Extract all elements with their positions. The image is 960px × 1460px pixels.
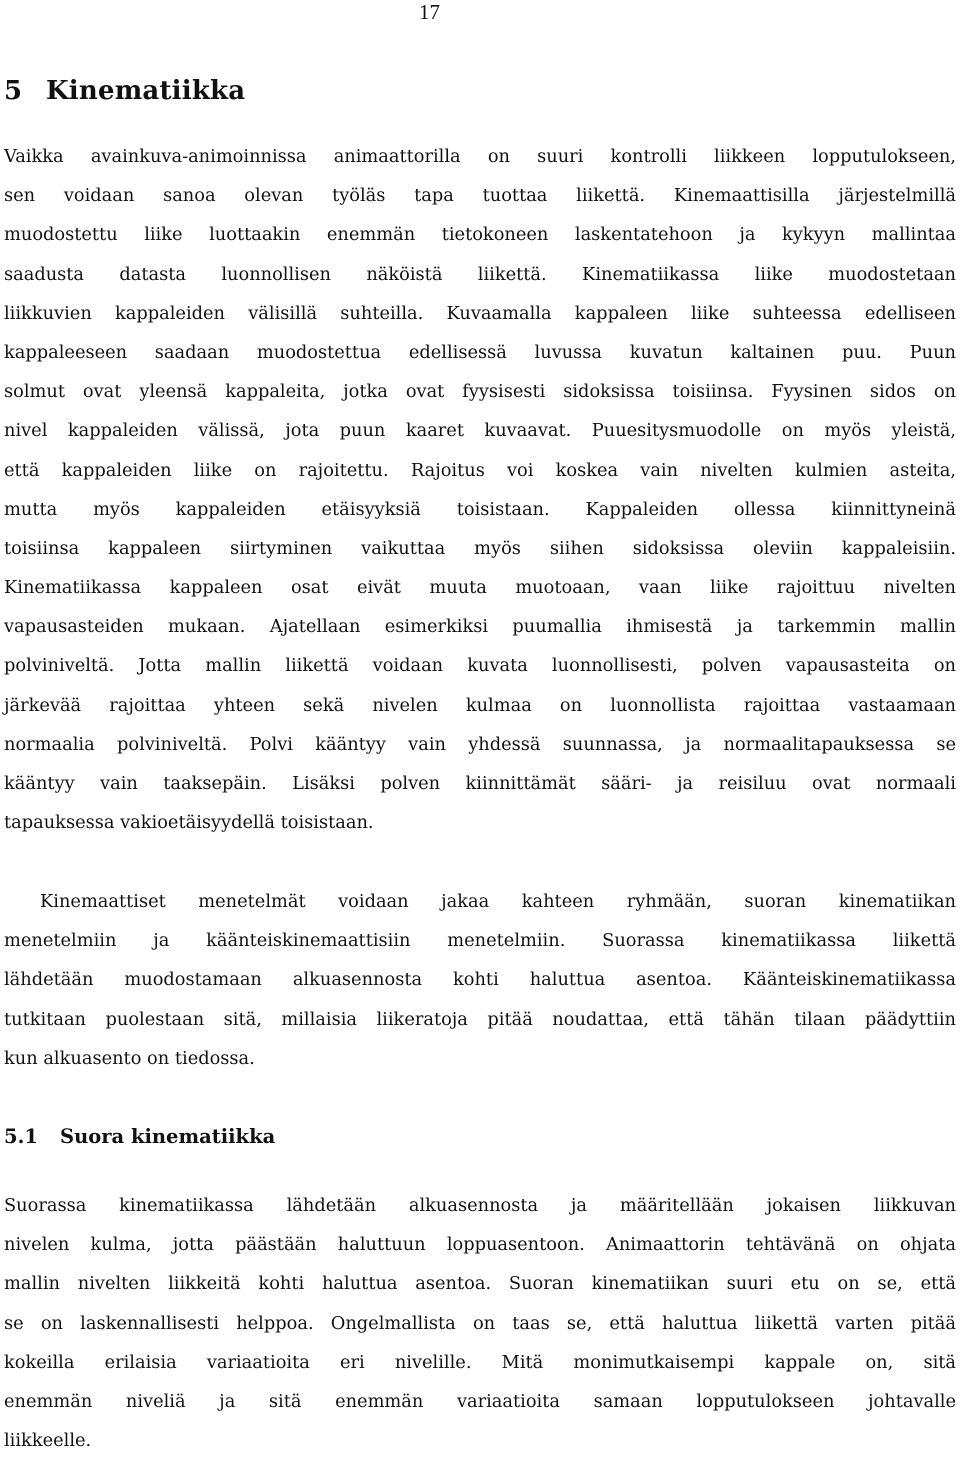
text-line: että kappaleiden liike on rajoitettu. Rajoitus voi koskea vain nivelten kulmien asteita, (4, 459, 956, 481)
section-title: Suora kinematiikka (60, 1125, 276, 1148)
text-line: tapauksessa vakioetäisyydellä toisistaan. (4, 812, 374, 834)
paragraph-2 (4, 882, 956, 1078)
text-line: mallin nivelten liikkeitä kohti haluttua asentoa. Suoran kinematiikan suuri etu on se, että (4, 1273, 956, 1295)
chapter-title: Kinematiikka (46, 76, 246, 106)
text-line: liikkeelle. (4, 1430, 92, 1452)
page-number: 17 (419, 0, 440, 24)
text-line: normaalia polviniveltä. Polvi kääntyy vain yhdessä suunnassa, ja normaalitapauksessa se (4, 733, 956, 755)
text-line: enemmän niveliä ja sitä enemmän variaatioita samaan lopputulokseen johtavalle (4, 1390, 956, 1412)
text-line: liikkuvien kappaleiden välisillä suhteilla. Kuvaamalla kappaleen liike suhteessa edelliseen (4, 302, 956, 324)
paragraph-3 (4, 1186, 956, 1460)
paragraph-1 (4, 137, 956, 842)
chapter-heading (4, 74, 245, 108)
text-line: järkevää rajoittaa yhteen sekä nivelen kulmaa on luonnollista rajoittaa vastaamaan (4, 694, 956, 716)
text-line: nivelen kulma, jotta päästään haluttuun loppuasentoon. Animaattorin tehtävänä on ohjata (4, 1234, 956, 1256)
text-line: Kinemaattiset menetelmät voidaan jakaa kahteen ryhmään, suoran kinematiikan (40, 891, 956, 912)
text-line: tutkitaan puolestaan sitä, millaisia liikeratoja pitää noudattaa, että tähän tilaan päädyttiin (4, 1008, 956, 1030)
text-line: mutta myös kappaleiden etäisyyksiä toisistaan. Kappaleiden ollessa kiinnittyneinä (4, 498, 956, 520)
text-line: Kinematiikassa kappaleen osat eivät muuta muotoaan, vaan liike rajoittuu nivelten (4, 577, 956, 599)
text-line: muodostettu liike luottaakin enemmän tietokoneen laskentatehoon ja kykyyn mallintaa (4, 224, 956, 246)
text-line: menetelmiin ja käänteiskinemaattisiin menetelmiin. Suorassa kinematiikassa liikettä (4, 930, 956, 952)
text-line: sen voidaan sanoa olevan työläs tapa tuottaa liikettä. Kinemaattisilla järjestelmillä (4, 185, 956, 207)
text-line: kääntyy vain taaksepäin. Lisäksi polven kiinnittämät sääri- ja reisiluu ovat normaali (4, 773, 956, 794)
section-number: 5.1 (4, 1125, 38, 1148)
text-line: nivel kappaleiden välissä, jota puun kaaret kuvaavat. Puuesitysmuodolle on myös yleistä, (4, 420, 956, 442)
text-line: polviniveltä. Jotta mallin liikettä voidaan kuvata luonnollisesti, polven vapausasteita on (4, 655, 956, 677)
text-line: toisiinsa kappaleen siirtyminen vaikuttaa myös siihen sidoksissa oleviin kappaleisiin. (4, 537, 956, 559)
text-line: se on laskennallisesti helppoa. Ongelmallista on taas se, että haluttua liikettä varten pitää (4, 1312, 956, 1334)
text-line: vapausasteiden mukaan. Ajatellaan esimerkiksi puumallia ihmisestä ja tarkemmin mallin (4, 616, 956, 638)
text-line: kun alkuasento on tiedossa. (4, 1047, 255, 1069)
text-line: kokeilla erilaisia variaatioita eri nivelille. Mitä monimutkaisempi kappale on, sitä (4, 1351, 956, 1373)
text-line: kappaleeseen saadaan muodostettua edellisessä luvussa kuvatun kaltainen puu. Puun (4, 341, 956, 363)
text-line: lähdetään muodostamaan alkuasennosta kohti haluttua asentoa. Käänteiskinematiikassa (4, 969, 956, 991)
text-line: saadusta datasta luonnollisen näköistä liikettä. Kinematiikassa liike muodostetaan (4, 263, 956, 285)
chapter-number: 5 (4, 76, 23, 106)
text-line: Suorassa kinematiikassa lähdetään alkuasennosta ja määritellään jokaisen liikkuvan (4, 1195, 956, 1216)
text-line: solmut ovat yleensä kappaleita, jotka ovat fyysisesti sidoksissa toisiinsa. Fyysinen sidos on (4, 381, 956, 403)
text-line: Vaikka avainkuva-animoinnissa animaattorilla on suuri kontrolli liikkeen lopputulokseen, (4, 146, 956, 167)
section-heading (4, 1123, 275, 1151)
